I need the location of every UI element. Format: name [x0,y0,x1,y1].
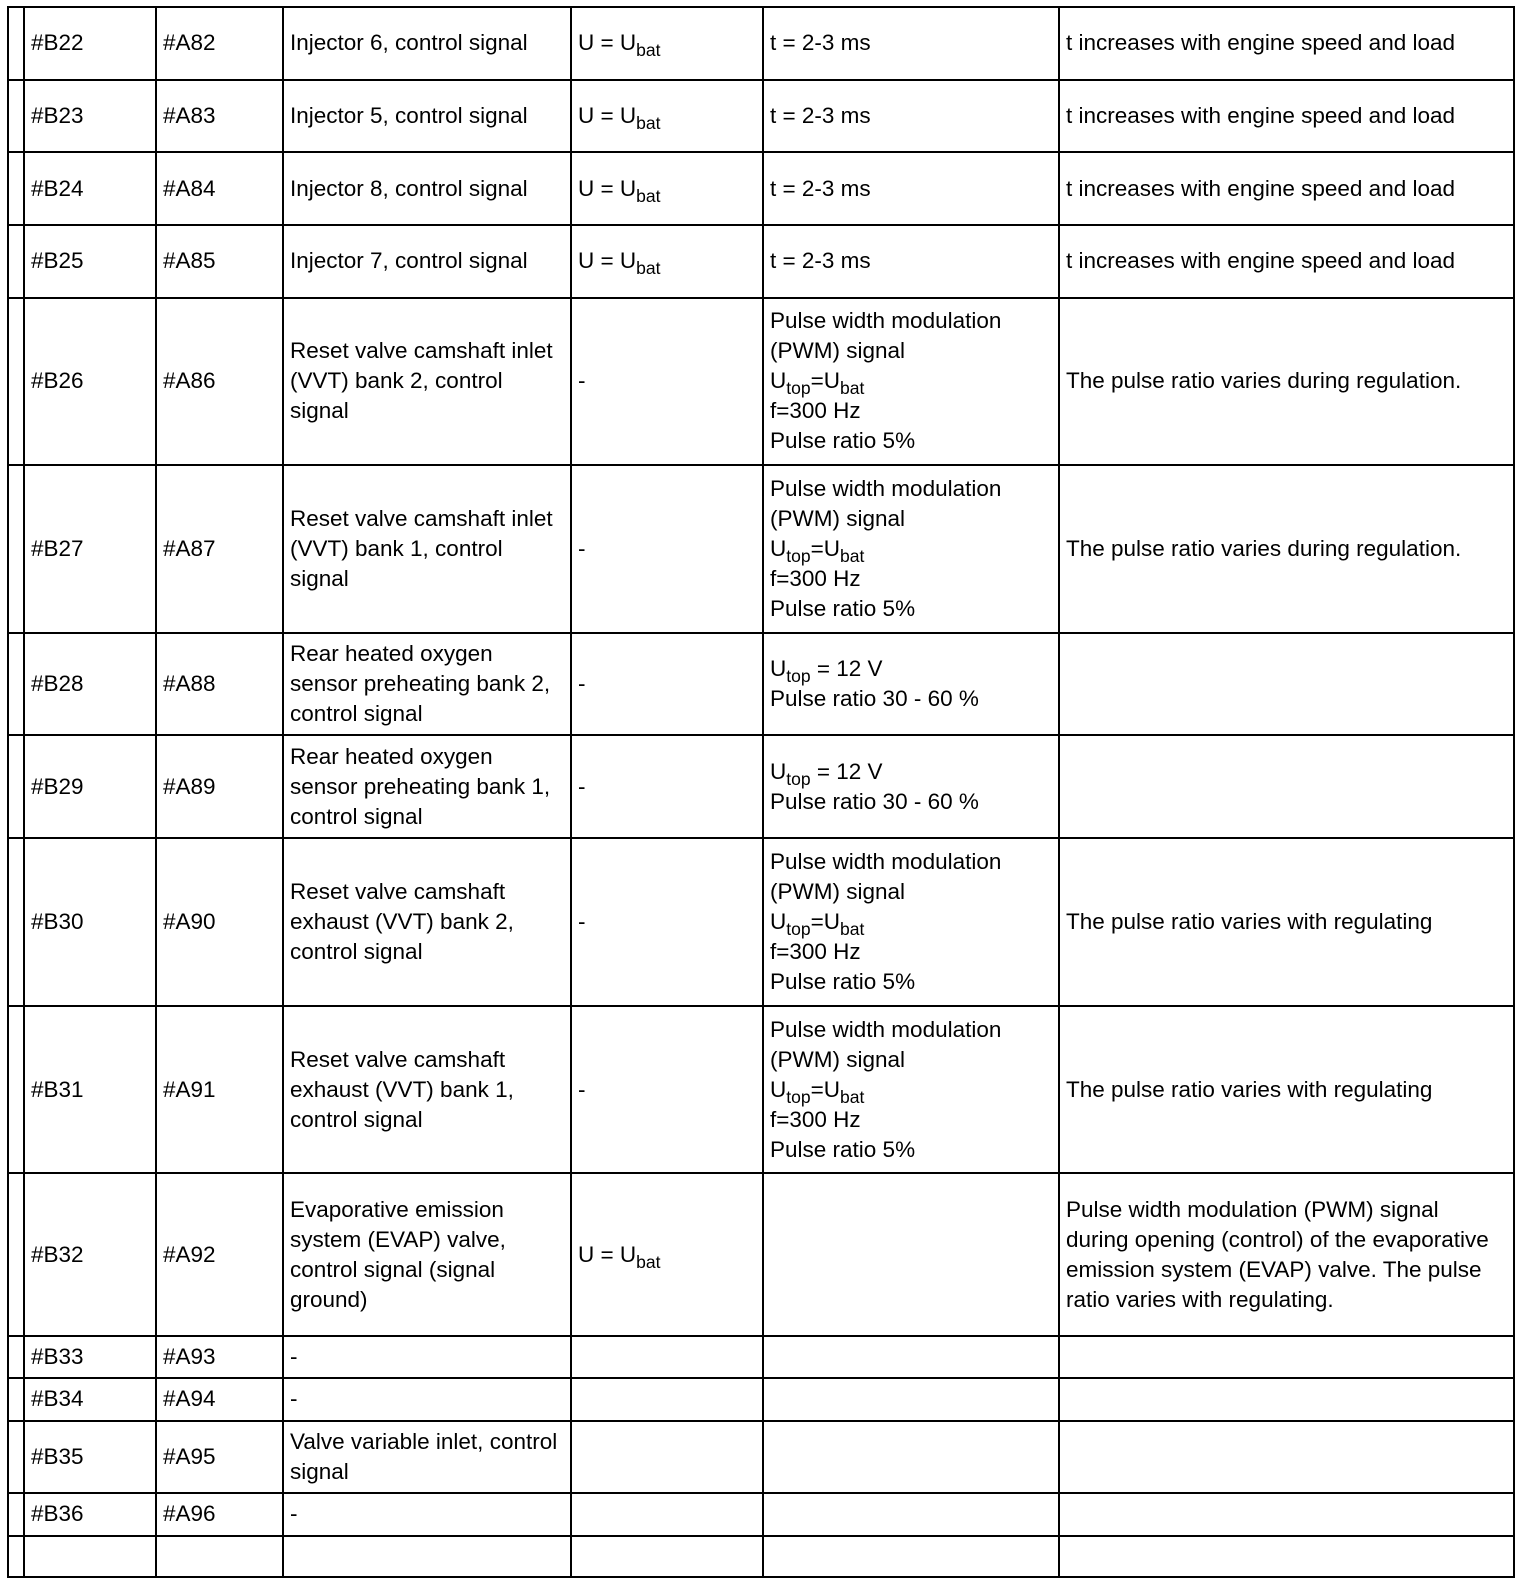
pin-a-cell [156,152,283,225]
table-row [8,465,1514,632]
row-margin-cell [8,225,24,298]
signal-subscript: bat [840,378,865,399]
table-row [8,225,1514,298]
pin-b-cell [24,633,156,736]
signal-line [770,907,1052,940]
signal-line: (PWM) signal [770,879,906,905]
voltage-value: - [578,368,586,394]
description-cell [283,1378,571,1420]
comment-cell [1059,838,1514,1005]
voltage-cell [571,838,763,1005]
table-row [8,7,1514,80]
pin-a-cell [156,1421,283,1494]
description-cell [283,1493,571,1535]
comment-cell [1059,1173,1514,1335]
comment-cell [1059,298,1514,465]
signal-text: U [770,368,787,394]
pin-a-cell [156,465,283,632]
pin-a: #A88 [163,670,216,696]
pin-a-cell [156,633,283,736]
description: Injector 6, control signal [290,30,528,56]
voltage-cell [571,1173,763,1335]
table-row [8,735,1514,838]
row-margin-cell [8,1421,24,1494]
signal-text: =U [810,535,841,561]
pin-b-cell [24,7,156,80]
pin-b-cell [24,1378,156,1420]
row-margin-cell [8,1378,24,1420]
signal-text: =U [810,1076,841,1102]
signal-line: f=300 Hz [770,398,861,424]
comment-cell [1059,225,1514,298]
comment-cell [1059,7,1514,80]
signal-line: f=300 Hz [770,565,861,591]
description-cell [283,633,571,736]
description-cell [283,298,571,465]
signal-cell [763,225,1059,298]
voltage-value: U = U [578,102,637,128]
voltage-value: U = U [578,175,637,201]
pin-b-cell [24,298,156,465]
comment: The pulse ratio varies during regulation. [1066,535,1462,561]
row-margin-cell [8,7,24,80]
voltage-cell [571,1536,763,1577]
signal-line: Pulse ratio 5% [770,1136,916,1162]
comment-cell [1059,1421,1514,1494]
voltage-value: - [578,670,586,696]
signal-text: =U [810,368,841,394]
signal-cell [763,152,1059,225]
pin-a: #A91 [163,1076,216,1102]
voltage-cell [571,152,763,225]
row-margin-cell [8,152,24,225]
voltage-cell [571,633,763,736]
pin-a-cell [156,1336,283,1378]
comment-cell [1059,633,1514,736]
description-cell [283,1421,571,1494]
pin-a-cell [156,7,283,80]
signal-line: t = 2-3 ms [770,175,871,201]
row-margin-cell [8,838,24,1005]
row-margin-cell [8,1173,24,1335]
comment-cell [1059,1536,1514,1577]
pin-a: #A84 [163,175,216,201]
table-row [8,80,1514,153]
pin-b-cell [24,1421,156,1494]
table-row [8,152,1514,225]
description: Injector 8, control signal [290,175,528,201]
comment: t increases with engine speed and load [1066,175,1456,201]
voltage-cell [571,1421,763,1494]
pin-b: #B28 [31,670,84,696]
pin-a: #A83 [163,102,216,128]
description-cell [283,1006,571,1173]
comment: t increases with engine speed and load [1066,30,1456,56]
signal-cell [763,465,1059,632]
voltage-subscript: bat [636,185,661,206]
signal-text: =U [810,909,841,935]
comment-cell [1059,80,1514,153]
signal-line [770,757,1052,790]
pin-a-cell [156,1493,283,1535]
signal-subscript: top [786,378,811,399]
voltage-value: - [578,773,586,799]
comment-cell [1059,1378,1514,1420]
signal-subscript: top [786,769,811,790]
description-cell [283,1336,571,1378]
signal-line: Pulse ratio 5% [770,969,916,995]
description-cell [283,225,571,298]
voltage-cell [571,298,763,465]
pin-b-cell [24,1173,156,1335]
signal-text: U [770,758,787,784]
voltage-cell [571,1006,763,1173]
signal-cell [763,735,1059,838]
pin-b: #B31 [31,1076,84,1102]
voltage-cell [571,225,763,298]
comment-cell [1059,735,1514,838]
signal-line: Pulse width modulation [770,1016,1002,1042]
signal-cell [763,1421,1059,1494]
voltage-cell [571,1336,763,1378]
description: - [290,1386,298,1412]
row-margin-cell [8,735,24,838]
row-margin-cell [8,1493,24,1535]
table-row [8,1006,1514,1173]
pin-b-cell [24,1006,156,1173]
table-row [8,1536,1514,1577]
comment: The pulse ratio varies during regulation. [1066,368,1462,394]
voltage-subscript: bat [636,1251,661,1272]
row-margin-cell [8,633,24,736]
voltage-value: U = U [578,248,637,274]
description: Valve variable inlet, control signal [290,1428,558,1484]
signal-line: Pulse ratio 5% [770,428,916,454]
pin-a-cell [156,1536,283,1577]
comment: The pulse ratio varies with regulating [1066,909,1433,935]
signal-subscript: bat [840,919,865,940]
comment: Pulse width modulation (PWM) signal during opening (control) of the evaporative emission system (EVAP) valve. The pulse ratio varies with regulating. [1066,1196,1489,1312]
signal-subscript: bat [840,1086,865,1107]
description: Injector 7, control signal [290,248,528,274]
signal-line: Pulse ratio 30 - 60 % [770,685,979,711]
pin-a-cell [156,1378,283,1420]
pin-b-cell [24,80,156,153]
pin-b: #B34 [31,1386,84,1412]
pin-b-cell [24,1336,156,1378]
description-cell [283,152,571,225]
signal-cell [763,1336,1059,1378]
table-row [8,1173,1514,1335]
description-cell [283,465,571,632]
comment-cell [1059,1006,1514,1173]
signal-text: = 12 V [810,655,883,681]
pin-b: #B23 [31,102,84,128]
voltage-cell [571,735,763,838]
description: Reset valve camshaft exhaust (VVT) bank 2, control signal [290,879,514,965]
comment-cell [1059,465,1514,632]
row-margin-cell [8,465,24,632]
signal-line [770,534,1052,564]
pin-b-cell [24,152,156,225]
signal-line [770,654,1052,687]
pin-b-cell [24,838,156,1005]
description: Rear heated oxygen sensor preheating bank 2, control signal [290,640,551,726]
pin-b: #B22 [31,30,84,56]
table-row [8,1421,1514,1494]
comment: The pulse ratio varies with regulating [1066,1076,1433,1102]
voltage-cell [571,1493,763,1535]
description-cell [283,735,571,838]
pin-a-cell [156,1173,283,1335]
table-row [8,838,1514,1005]
signal-line: (PWM) signal [770,1046,906,1072]
voltage-subscript: bat [636,258,661,279]
signal-subscript: top [786,545,811,566]
pin-b: #B35 [31,1443,84,1469]
pin-a: #A86 [163,368,216,394]
table-row [8,1336,1514,1378]
signal-cell [763,1378,1059,1420]
pin-b: #B27 [31,535,84,561]
comment: t increases with engine speed and load [1066,102,1456,128]
table-row [8,298,1514,465]
voltage-cell [571,80,763,153]
voltage-subscript: bat [636,113,661,134]
description: Rear heated oxygen sensor preheating bank 1, control signal [290,743,551,829]
pin-b: #B26 [31,368,84,394]
signal-line: (PWM) signal [770,338,906,364]
signal-line: Pulse ratio 5% [770,595,916,621]
signal-cell [763,1006,1059,1173]
pin-a-cell [156,298,283,465]
signal-text: = 12 V [810,758,883,784]
pin-b: #B36 [31,1501,84,1527]
signal-line: t = 2-3 ms [770,248,871,274]
voltage-value: - [578,535,586,561]
signal-line: f=300 Hz [770,1106,861,1132]
signal-line: t = 2-3 ms [770,102,871,128]
pin-a-cell [156,838,283,1005]
signal-line: Pulse ratio 30 - 60 % [770,788,979,814]
voltage-cell [571,465,763,632]
voltage-value: U = U [578,1241,637,1267]
signal-subscript: top [786,919,811,940]
pin-b-cell [24,1536,156,1577]
row-margin-cell [8,1536,24,1577]
pin-a: #A95 [163,1443,216,1469]
description: Injector 5, control signal [290,102,528,128]
description-cell [283,80,571,153]
pin-a: #A82 [163,30,216,56]
signal-text: U [770,909,787,935]
voltage-value: - [578,1076,586,1102]
description-cell [283,838,571,1005]
table-row [8,1378,1514,1420]
description-cell [283,7,571,80]
signal-subscript: bat [840,545,865,566]
signal-cell [763,633,1059,736]
description-cell [283,1173,571,1335]
description: - [290,1501,298,1527]
pin-a-cell [156,1006,283,1173]
pin-a: #A89 [163,773,216,799]
pin-a: #A96 [163,1501,216,1527]
signal-cell [763,7,1059,80]
signal-line: f=300 Hz [770,939,861,965]
voltage-subscript: bat [636,40,661,61]
table-row [8,1493,1514,1535]
table-row [8,633,1514,736]
pin-b: #B24 [31,175,84,201]
signal-text: U [770,655,787,681]
description: Reset valve camshaft exhaust (VVT) bank 1, control signal [290,1046,514,1132]
description: - [290,1343,298,1369]
pin-b: #B33 [31,1343,84,1369]
pin-a: #A85 [163,248,216,274]
signal-cell [763,80,1059,153]
signal-line: Pulse width modulation [770,308,1002,334]
voltage-value: - [578,909,586,935]
comment-cell [1059,1336,1514,1378]
signal-line: Pulse width modulation [770,849,1002,875]
comment: t increases with engine speed and load [1066,248,1456,274]
pin-b-cell [24,225,156,298]
voltage-cell [571,1378,763,1420]
signal-line: Pulse width modulation [770,475,1002,501]
signal-cell [763,1493,1059,1535]
pin-a-cell [156,225,283,298]
description: Evaporative emission system (EVAP) valve, control signal (signal ground) [290,1196,506,1312]
comment-cell [1059,1493,1514,1535]
description-cell [283,1536,571,1577]
pin-assignment-table [7,6,1515,1578]
pin-a: #A94 [163,1386,216,1412]
signal-subscript: top [786,666,811,687]
voltage-value: U = U [578,30,637,56]
signal-cell [763,838,1059,1005]
signal-line [770,366,1052,399]
pin-a: #A90 [163,909,216,935]
pin-a: #A87 [163,535,216,561]
signal-line: (PWM) signal [770,505,906,531]
pin-b-cell [24,1493,156,1535]
signal-subscript: top [786,1086,811,1107]
pin-a: #A92 [163,1241,216,1267]
pin-b: #B29 [31,773,84,799]
pin-b-cell [24,465,156,632]
pin-b-cell [24,735,156,838]
signal-text: U [770,1076,787,1102]
signal-line: t = 2-3 ms [770,30,871,56]
row-margin-cell [8,80,24,153]
pin-a: #A93 [163,1343,216,1369]
pin-a-cell [156,735,283,838]
signal-text: U [770,535,787,561]
row-margin-cell [8,1336,24,1378]
pin-a-cell [156,80,283,153]
pin-b: #B25 [31,248,84,274]
description: Reset valve camshaft inlet (VVT) bank 2, control signal [290,338,553,424]
row-margin-cell [8,1006,24,1173]
signal-cell [763,1173,1059,1335]
pin-b: #B32 [31,1241,84,1267]
description: Reset valve camshaft inlet (VVT) bank 1, control signal [290,505,553,591]
signal-cell [763,298,1059,465]
signal-line [770,1075,1052,1105]
row-margin-cell [8,298,24,465]
signal-cell [763,1536,1059,1577]
voltage-cell [571,7,763,80]
comment-cell [1059,152,1514,225]
pin-b: #B30 [31,909,84,935]
